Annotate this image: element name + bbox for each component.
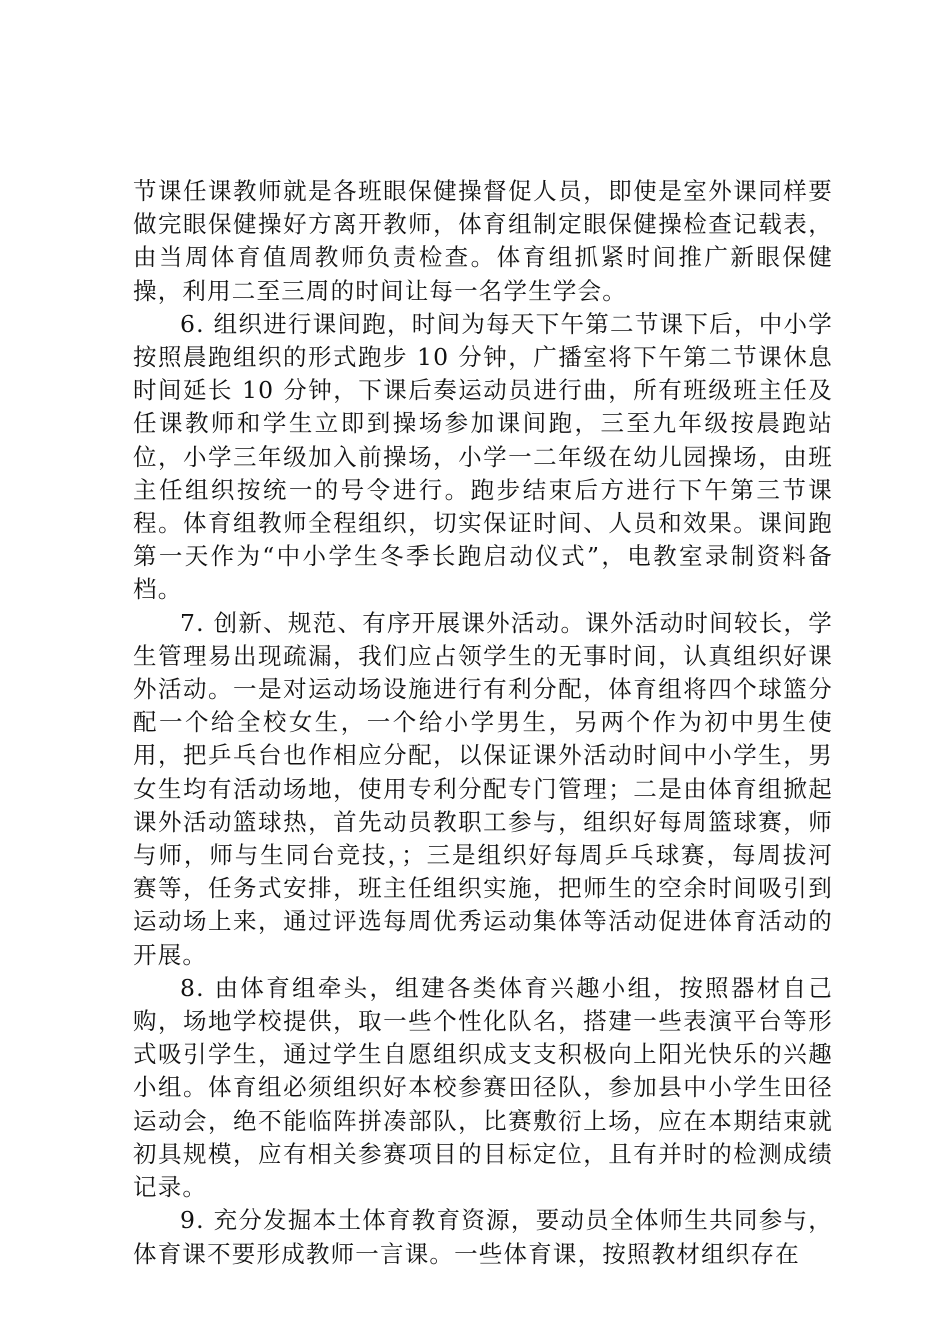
paragraph-item-8: 8. 由体育组牵头，组建各类体育兴趣小组，按照器材自己购，场地学校提供，取一些个性化队名，搭建一些表演平台等形式吸引学生，通过学生自愿组织成支支积极向上阳光快乐的兴趣小组。体育组必须组织好本校参赛田径队，参加县中小学生田径运动会，绝不能临阵拼凑部队，比赛敷衍上场，应在本期结束就初具规模，应有相关参赛项目的目标定位，且有并时的检测成绩记录。	[133, 973, 833, 1202]
paragraph-continuation: 节课任课教师就是各班眼保健操督促人员，即使是室外课同样要做完眼保健操好方离开教师，体育组制定眼保健操检查记载表，由当周体育值周教师负责检查。体育组抓紧时间推广新眼保健操，利用二至三周的时间让每一名学生学会。	[133, 177, 833, 305]
paragraph-item-6: 6. 组织进行课间跑，时间为每天下午第二节课下后，中小学按照晨跑组织的形式跑步 10 分钟，广播室将下午第二节课休息时间延长 10 分钟，下课后奏运动员进行曲，所有班级班主任及任课教师和学生立即到操场参加课间跑，三至九年级按晨跑站位，小学三年级加入前操场，小学一二年级在幼儿园操场，由班主任组织按统一的号令进行。跑步结束后方进行下午第三节课程。体育组教师全程组织，切实保证时间、人员和效果。课间跑第一天作为“中小学生冬季长跑启动仪式”，电教室录制资料备档。	[133, 309, 833, 604]
paragraph-item-7: 7. 创新、规范、有序开展课外活动。课外活动时间较长，学生管理易出现疏漏，我们应占领学生的无事时间，认真组织好课外活动。一是对运动场设施进行有利分配，体育组将四个球篮分配一个给全校女生，一个给小学男生，另两个作为初中男生使用，把乒乓台也作相应分配，以保证课外活动时间中小学生，男女生均有活动场地，使用专利分配专门管理；二是由体育组掀起课外活动篮球热，首先动员教职工参与，组织好每周篮球赛，师与师，师与生同台竞技，；三是组织好每周乒乓球赛，每周拔河赛等，任务式安排，班主任组织实施，把师生的空余时间吸引到运动场上来，通过评选每周优秀运动集体等活动促进体育活动的开展。	[133, 608, 833, 969]
paragraph-item-9: 9. 充分发掘本土体育教育资源，要动员全体师生共同参与，体育课不要形成教师一言课。一些体育课，按照教材组织存在	[133, 1206, 833, 1268]
document-body	[133, 175, 833, 1271]
